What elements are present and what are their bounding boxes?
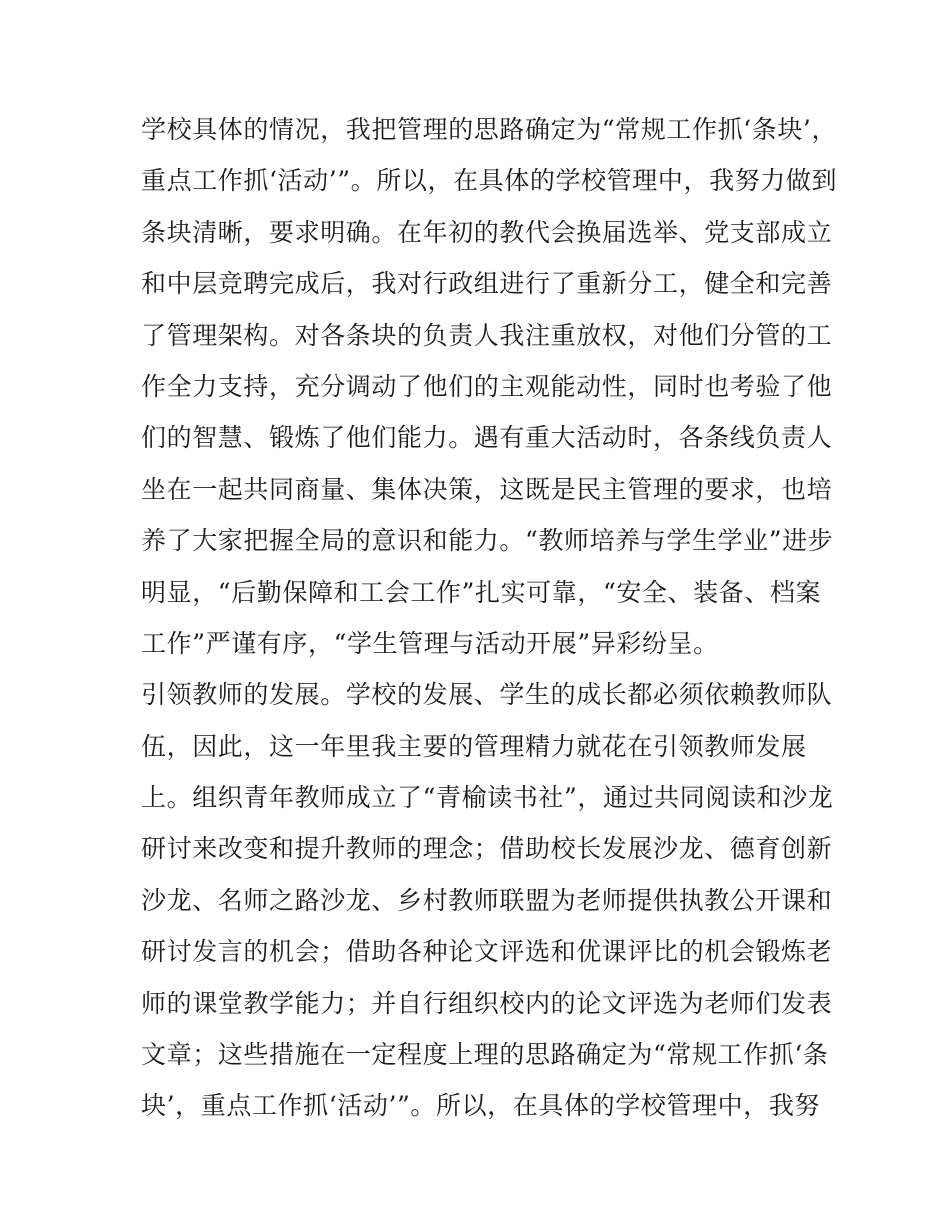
text-line: 明显，“后勤保障和工会工作”扎实可靠，“安全、装备、档案 (141, 577, 822, 607)
text-line: 工作”严谨有序，“学生管理与活动开展”异彩纷呈。 (141, 628, 719, 658)
text-line: 作全力支持，充分调动了他们的主观能动性，同时也考验了他 (141, 371, 833, 401)
text-line: 研讨来改变和提升教师的理念；借助校长发展沙龙、德育创新 (141, 834, 833, 864)
text-line: 师的课堂教学能力；并自行组织校内的论文评选为老师们发表 (141, 988, 833, 1018)
text-line: 研讨发言的机会；借助各种论文评选和优课评比的机会锻炼老 (141, 937, 833, 967)
text-line: 沙龙、名师之路沙龙、乡村教师联盟为老师提供执教公开课和 (141, 885, 833, 915)
text-line: 条块清晰，要求明确。在年初的教代会换届选举、党支部成立 (141, 217, 833, 247)
text-line: 伍，因此，这一年里我主要的管理精力就花在引领教师发展 (141, 731, 807, 761)
text-line: 上。组织青年教师成立了“青榆读书社”，通过共同阅读和沙龙 (141, 783, 834, 813)
text-line: 学校具体的情况，我把管理的思路确定为“常规工作抓‘条块’， (141, 115, 838, 144)
text-line: 重点工作抓‘活动’”。所以，在具体的学校管理中，我努力做到 (141, 166, 838, 196)
text-line: 坐在一起共同商量、集体决策，这既是民主管理的要求，也培 (141, 474, 833, 504)
text-line: 文章；这些措施在一定程度上理的思路确定为“常规工作抓‘条 (141, 1040, 829, 1070)
text-line: 块’，重点工作抓‘活动’”。所以，在具体的学校管理中，我努 (141, 1091, 821, 1121)
text-line: 和中层竞聘完成后，我对行政组进行了重新分工，健全和完善 (141, 269, 833, 299)
paragraph-start-line: 引领教师的发展。学校的发展、学生的成长都必须依赖教师队 (141, 680, 833, 710)
text-line: 了管理架构。对各条块的负责人我注重放权，对他们分管的工 (141, 320, 833, 350)
body-text (141, 104, 838, 1132)
text-line: 们的智慧、锻炼了他们能力。遇有重大活动时，各条线负责人 (141, 423, 833, 453)
text-line: 养了大家把握全局的意识和能力。“教师培养与学生学业”进步 (141, 526, 834, 556)
